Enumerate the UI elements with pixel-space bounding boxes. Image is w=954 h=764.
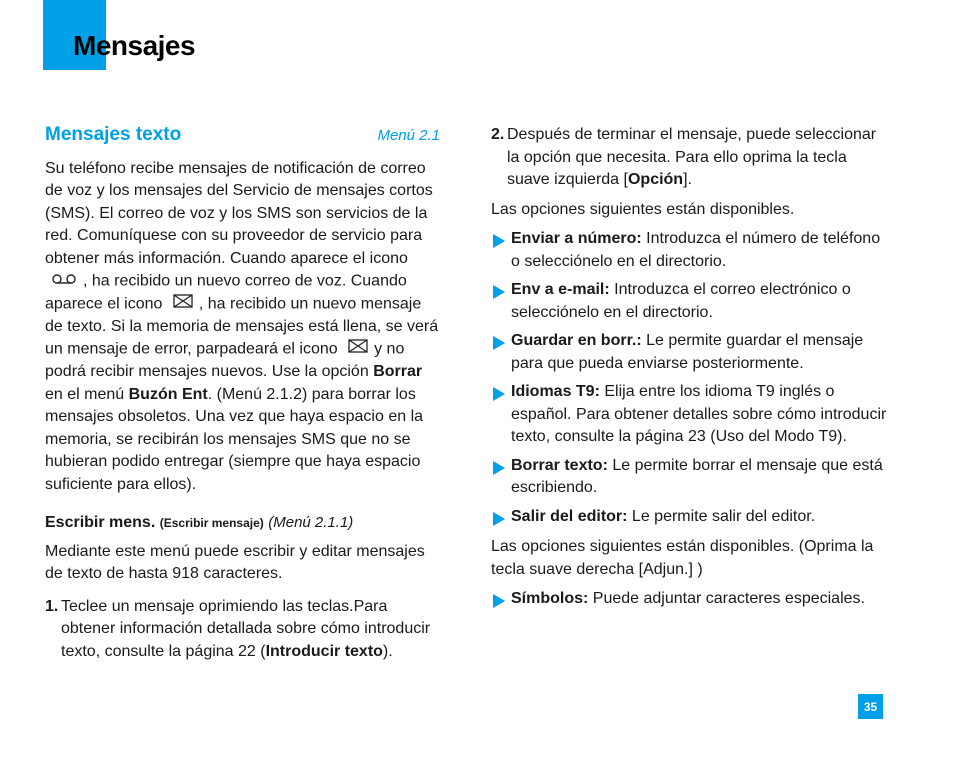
page-title: Mensajes: [73, 30, 196, 61]
page-number: 35: [858, 694, 883, 719]
menu-reference: Menú 2.1: [377, 127, 440, 144]
arrow-bullet-icon: [493, 285, 505, 299]
arrow-bullet-icon: [493, 594, 505, 608]
right-column: [491, 124, 891, 617]
write-message-paragraph: Mediante este menú puede escribir y editar mensajes de texto de hasta 918 caracteres.: [45, 542, 425, 583]
step-item: 1. Teclee un mensaje oprimiendo las teclas.Para obtener información detallada sobre cómo introducir texto, consulte la página 22 (Introducir texto).: [45, 597, 431, 660]
left-column: [45, 124, 440, 670]
options-list: [491, 228, 891, 528]
option-item: Enviar a número: Introduzca el número de teléfono o selecciónelo en el directorio.: [491, 228, 891, 273]
arrow-bullet-icon: [493, 512, 505, 526]
arrow-bullet-icon: [493, 234, 505, 248]
subheading-write-message: Escribir mens. (Escribir mensaje) (Menú 2.1.1): [45, 514, 354, 532]
section-title: Mensajes texto: [45, 124, 182, 145]
arrow-bullet-icon: [493, 461, 505, 475]
envelope-icon: [348, 338, 368, 361]
option-item: Salir del editor: Le permite salir del editor.: [491, 506, 891, 529]
options-intro-2: Las opciones siguientes están disponibles. (Oprima la tecla suave derecha [Adjun.] ): [491, 538, 874, 578]
envelope-icon: [173, 293, 193, 316]
option-item: Idiomas T9: Elija entre los idioma T9 inglés o español. Para obtener detalles sobre cómo introducir texto, consulte la página 23 (Uso del Modo T9).: [491, 381, 891, 449]
intro-paragraph: Su teléfono recibe mensajes de notificación de correo de voz y los mensajes del Servicio de mensajes cortos (SMS). El correo de voz y los SMS son servicios de la red. Comuníquese con su proveedor de servicio para obtener más información. Cuando aparece el icono , ha recibido un nuevo correo de voz. Cuando aparece el icono , ha recibido un nuevo mensaje de texto. Si la memoria de mensajes está llena, se verá un mensaje de error, parpadeará el icono y no podrá recibir mensajes nuevos. Use la opción Borrar en el menú Buzón Ent. (Menú 2.1.2) para borrar los mensajes obsoletos. Una vez que haya espacio en la memoria, se recibirán los mensajes SMS que no se hubieran podido entregar (siempre que haya espacio suficiente para ellos).: [45, 159, 439, 493]
voicemail-icon: [51, 270, 77, 293]
option-item: Borrar texto: Le permite borrar el mensaje que está escribiendo.: [491, 455, 891, 500]
arrow-bullet-icon: [493, 387, 505, 401]
option-item: Env a e-mail: Introduzca el correo electrónico o selecciónelo en el directorio.: [491, 279, 891, 324]
step-item: 2. Después de terminar el mensaje, puede seleccionar la opción que necesita. Para ello oprima la tecla suave izquierda [Opción].: [491, 126, 877, 188]
option-item: Guardar en borr.: Le permite guardar el mensaje para que pueda enviarse posteriormente.: [491, 330, 891, 375]
section-heading: [45, 124, 440, 148]
option-item: Símbolos: Puede adjuntar caracteres especiales.: [491, 588, 891, 611]
options-intro: Las opciones siguientes están disponibles.: [491, 200, 795, 218]
arrow-bullet-icon: [493, 336, 505, 350]
